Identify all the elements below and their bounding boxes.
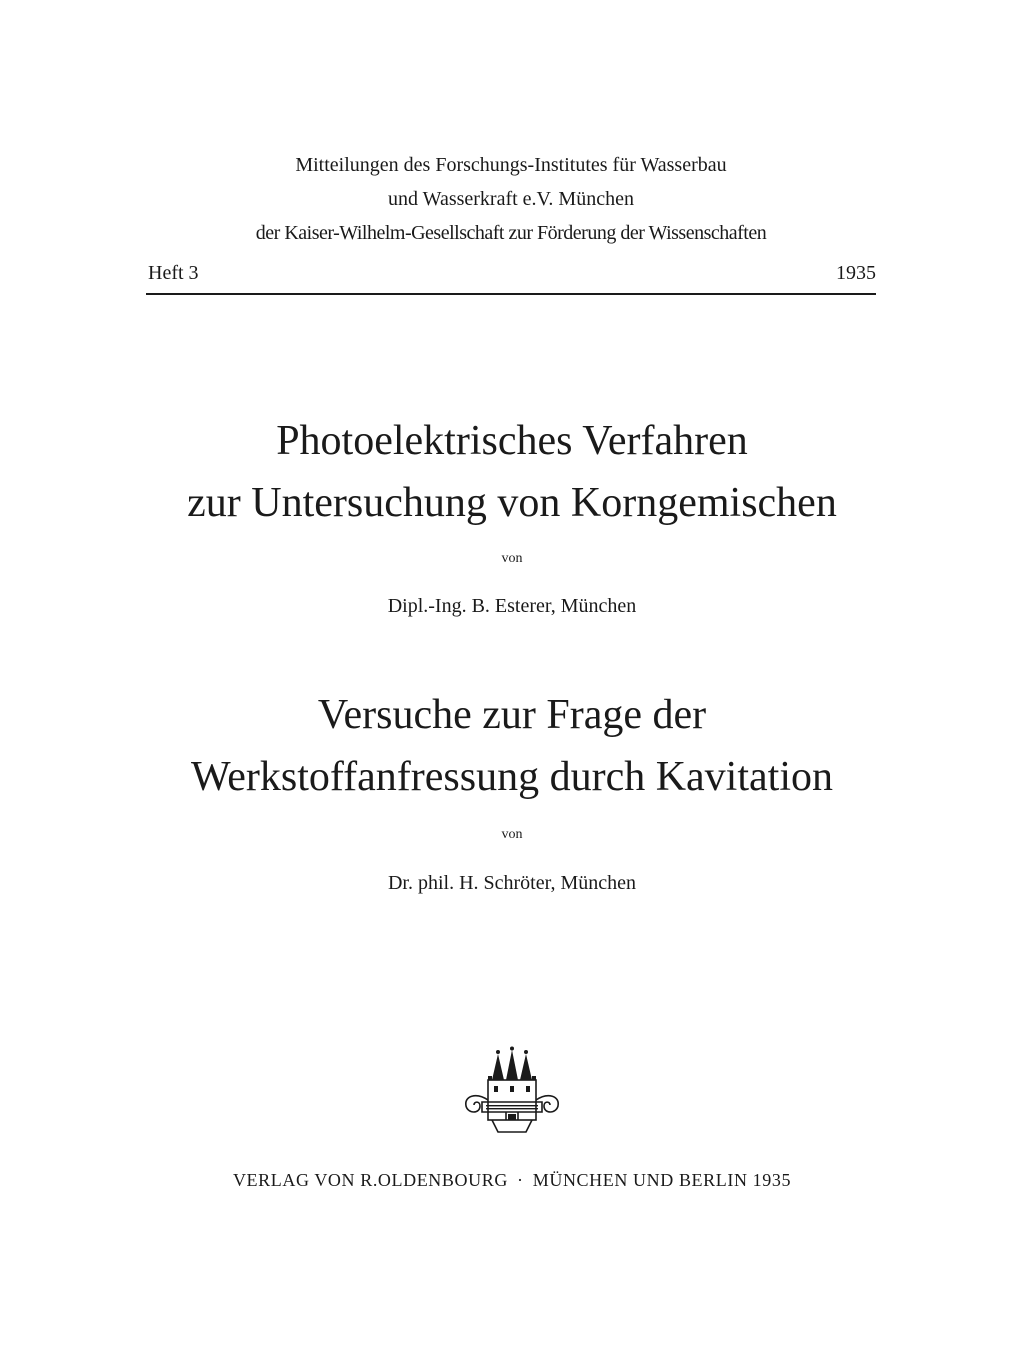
publisher-imprint [0, 1167, 1024, 1193]
article-2-title-line-2: Werkstoffanfressung durch Kavitation [191, 754, 833, 800]
series-title-line-3: der Kaiser-Wilhelm-Gesellschaft zur Förderung der Wissenschaften [255, 222, 767, 244]
article-1-von: von [501, 551, 523, 566]
article-1-author: Dipl.-Ing. B. Esterer, München [387, 595, 637, 617]
publisher-separator: · [517, 1170, 524, 1190]
series-title-line-2: und Wasserkraft e.V. München [388, 188, 634, 210]
article-2-title [100, 684, 924, 808]
article-1-title-line-2: zur Untersuchung von Korngemischen [187, 480, 837, 526]
article-2-author: Dr. phil. H. Schröter, München [387, 872, 637, 894]
issue-year: 1935 [836, 262, 876, 284]
series-title-line-1: Mitteilungen des Forschungs-Institutes für Wasserbau [295, 154, 727, 176]
issue-row [148, 256, 876, 290]
article-2-title-line-1: Versuche zur Frage der [317, 692, 707, 738]
header-rule [146, 293, 876, 295]
article-1-title-line-1: Photoelektrisches Verfahren [276, 418, 748, 464]
series-header [146, 148, 876, 250]
article-2-von: von [501, 827, 523, 842]
issue-number: Heft 3 [148, 262, 199, 284]
publisher-name: VERLAG VON R.OLDENBOURG [232, 1170, 508, 1190]
publisher-castle-emblem-icon [458, 1046, 566, 1136]
publisher-location-year: MÜNCHEN UND BERLIN 1935 [532, 1170, 792, 1190]
article-1-title [100, 410, 924, 534]
